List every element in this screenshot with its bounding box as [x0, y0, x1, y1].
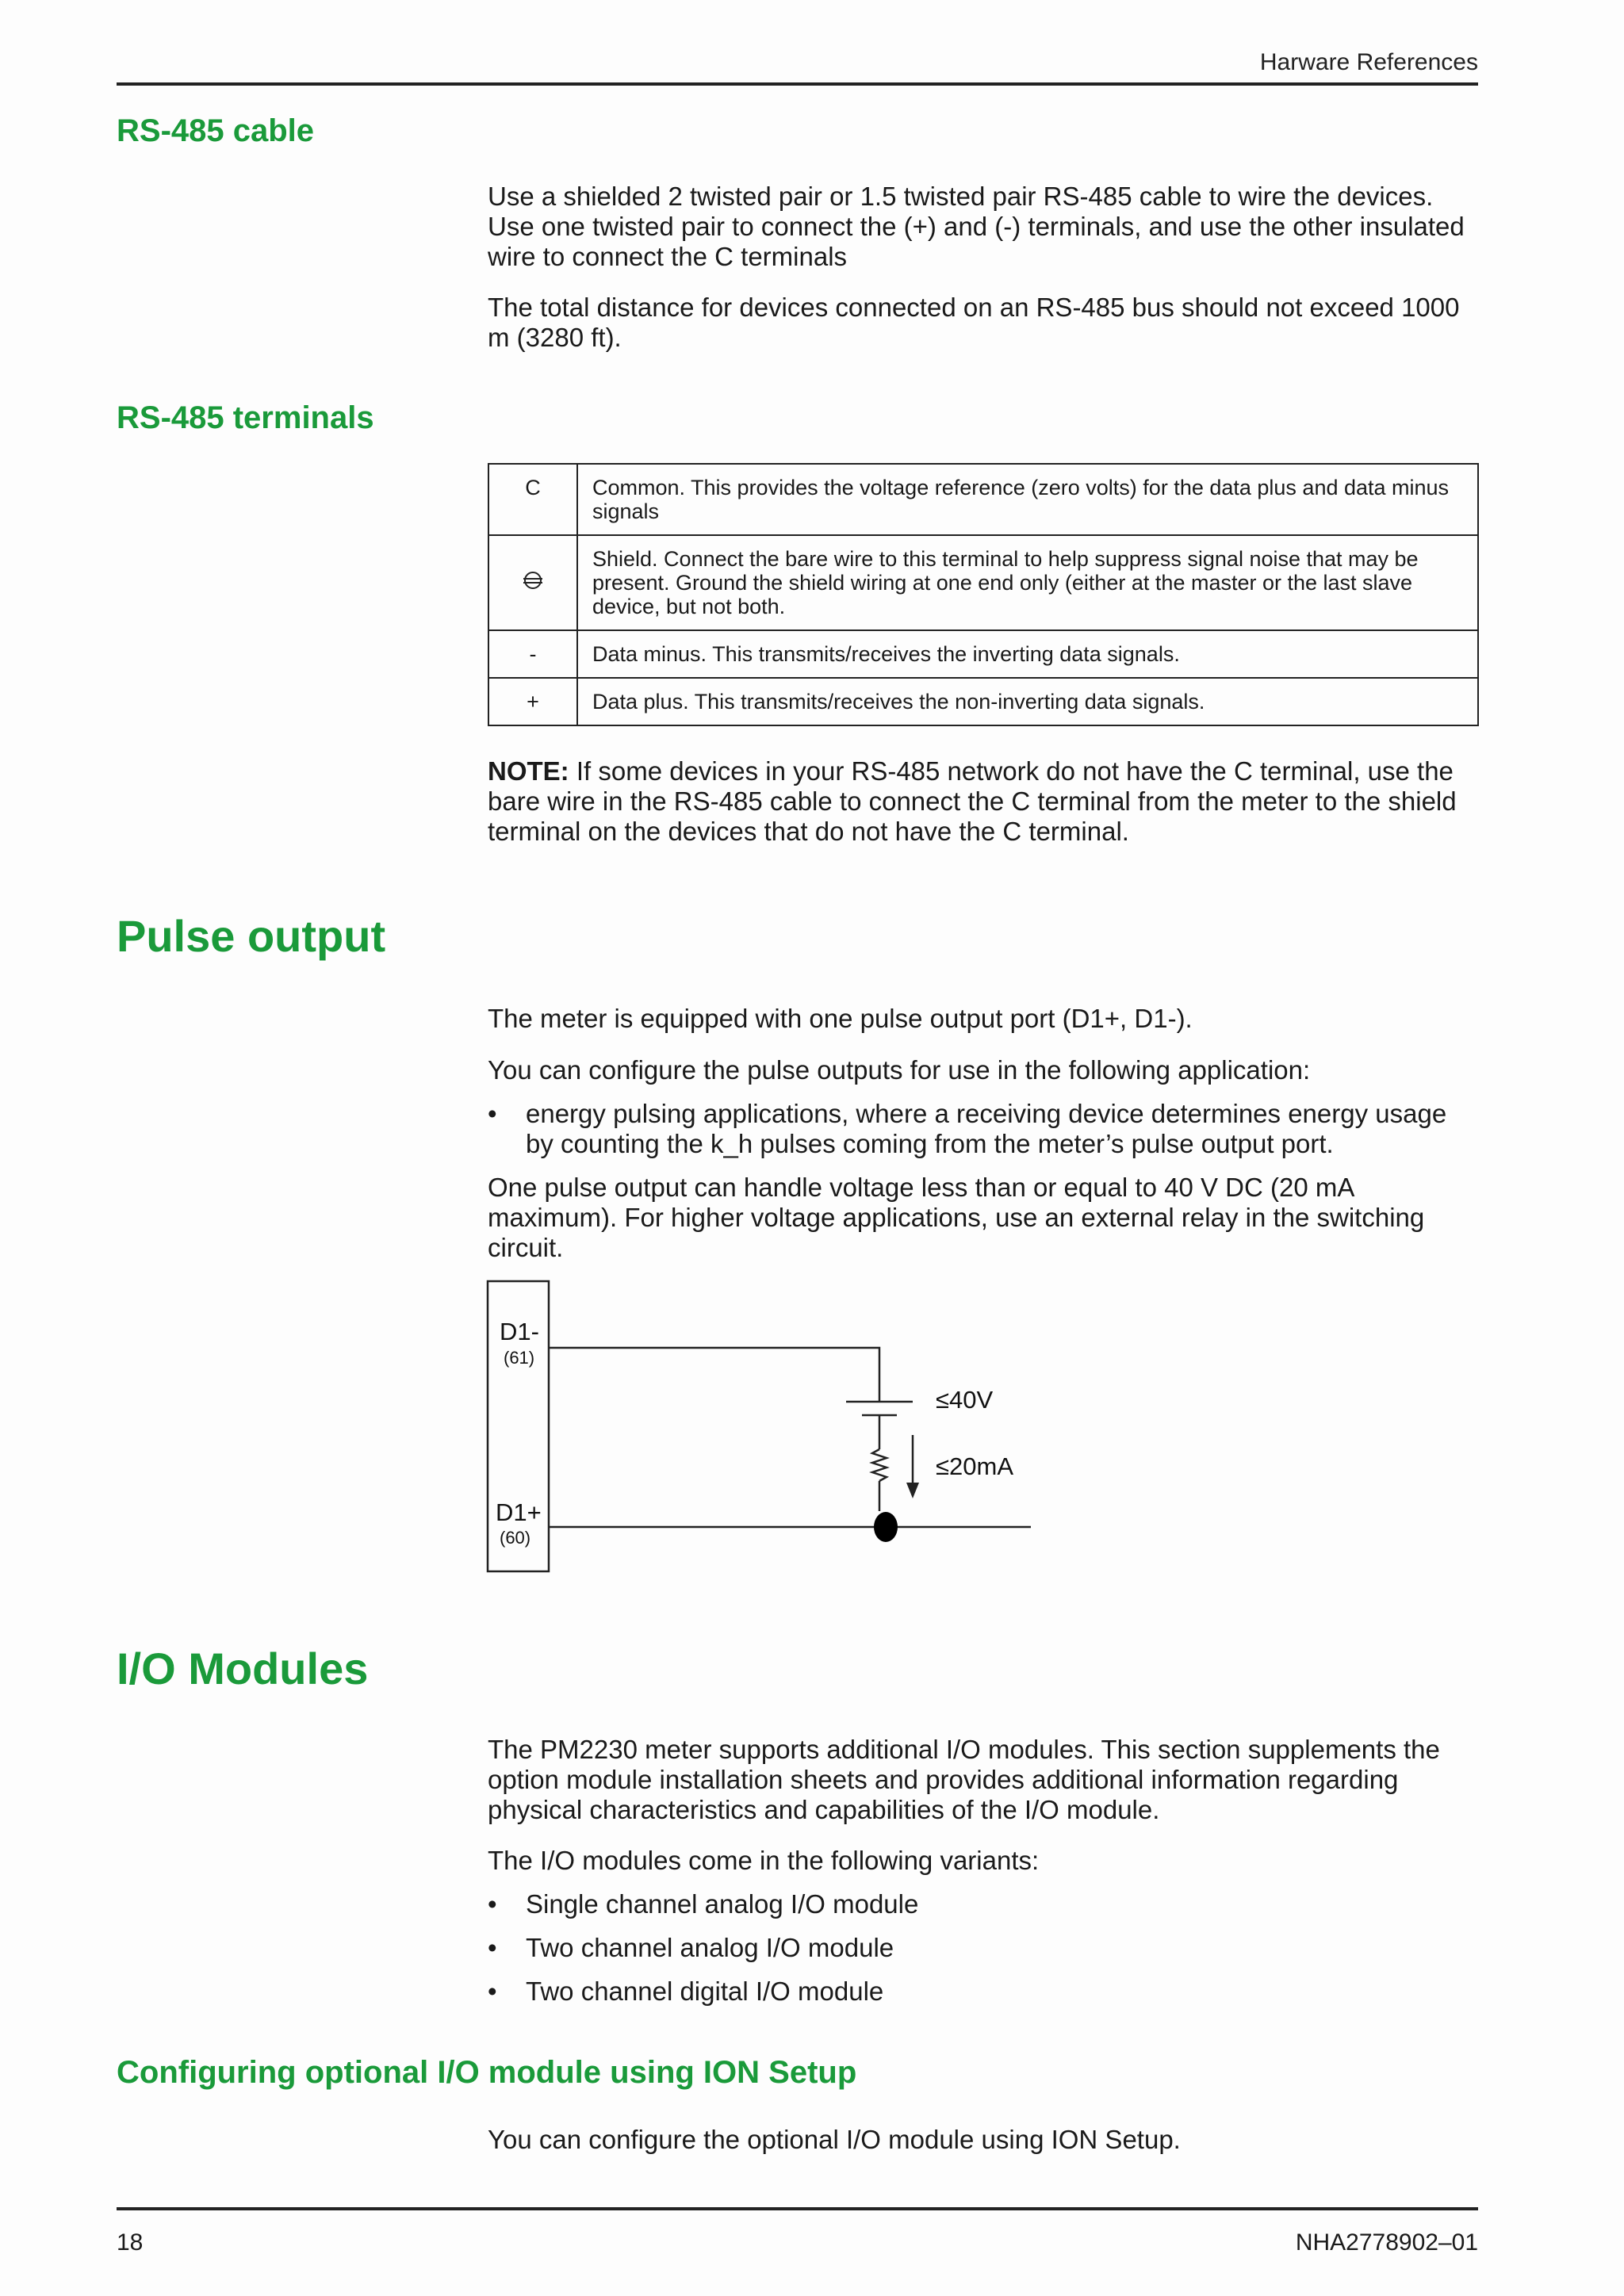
terminal-description: Shield. Connect the bare wire to this terminal to help suppress signal noise that may be present. Ground the shield wiring at one end only (either at the master or the last slave device, but not both. — [577, 535, 1478, 630]
terminal-description: Data plus. This transmits/receives the non-inverting data signals. — [577, 678, 1478, 725]
terminal-symbol: - — [488, 630, 577, 678]
note-label: NOTE: — [488, 756, 569, 786]
header-rule — [117, 82, 1478, 86]
rs485-note — [488, 756, 1479, 847]
d1-minus-label: D1- — [500, 1318, 539, 1345]
terminal-symbol — [488, 535, 577, 630]
terminals-table — [488, 463, 1479, 726]
io-para1 — [488, 1735, 1479, 1825]
terminal-symbol: + — [488, 678, 577, 725]
running-header: Harware References — [1259, 49, 1478, 75]
heading-io-modules: I/O Modules — [117, 1644, 369, 1693]
para-text: The total distance for devices connected on an RS-485 bus should not exceed 1000 m (3280 ft). — [488, 293, 1460, 352]
list-item-text: energy pulsing applications, where a receiving device determines energy usage by counting the k_h pulses coming from the meter’s pulse output port. — [526, 1099, 1447, 1158]
current-label: ≤20mA — [936, 1452, 1013, 1480]
table-row — [488, 464, 1478, 535]
para-text: The I/O modules come in the following variants: — [488, 1846, 1040, 1875]
list-item-text: Two channel analog I/O module — [526, 1933, 894, 1962]
junction-dot — [874, 1512, 898, 1542]
terminal-symbol: C — [488, 464, 577, 535]
table-row — [488, 630, 1478, 678]
rs485-cable-para1 — [488, 182, 1479, 272]
d1-plus-label: D1+ — [496, 1498, 542, 1526]
bullet-glyph: • — [488, 1976, 497, 2006]
list-item-text: Two channel digital I/O module — [526, 1976, 884, 2006]
note-text: If some devices in your RS-485 network do not have the C terminal, use the bare wire in the RS-485 cable to connect the C terminal from the meter to the shield terminal on the devices that do not have the C terminal. — [488, 756, 1457, 846]
pulse-output-wiring-diagram — [484, 1276, 1039, 1578]
d1-plus-pin: (60) — [500, 1528, 531, 1548]
para-text: You can configure the optional I/O module using ION Setup. — [488, 2125, 1181, 2154]
wire-d1-minus — [549, 1348, 879, 1402]
pulse-para1 — [488, 1004, 1479, 1034]
para-text: One pulse output can handle voltage less than or equal to 40 V DC (20 mA maximum). For higher voltage applications, use an external relay in the switching circuit. — [488, 1173, 1425, 1262]
io-para2 — [488, 1846, 1479, 1876]
shield-ground-icon — [522, 567, 544, 594]
voltage-label: ≤40V — [936, 1386, 994, 1414]
terminal-description: Data minus. This transmits/receives the inverting data signals. — [577, 630, 1478, 678]
heading-rs485-cable: RS-485 cable — [117, 113, 315, 148]
document-id: NHA2778902–01 — [1295, 2229, 1478, 2256]
table-row — [488, 535, 1478, 630]
footer-rule — [117, 2207, 1478, 2210]
list-item-text: Single channel analog I/O module — [526, 1889, 919, 1919]
current-arrow-icon — [906, 1483, 919, 1498]
bullet-glyph: • — [488, 1889, 497, 1919]
terminal-description: Common. This provides the voltage reference (zero volts) for the data plus and data minus signals — [577, 464, 1478, 535]
resistor-icon — [872, 1449, 887, 1481]
bullet-glyph: • — [488, 1099, 497, 1128]
pulse-para2 — [488, 1055, 1479, 1085]
para-text: The meter is equipped with one pulse output port (D1+, D1-). — [488, 1004, 1193, 1033]
rs485-cable-para2 — [488, 293, 1479, 353]
bullet-glyph: • — [488, 1933, 497, 1962]
para-text: You can configure the pulse outputs for use in the following application: — [488, 1055, 1311, 1085]
para-text: The PM2230 meter supports additional I/O modules. This section supplements the option module installation sheets and provides additional information regarding physical characteristics and capabilities of the I/O module. — [488, 1735, 1440, 1824]
pulse-para3 — [488, 1173, 1479, 1263]
configuring-para1 — [488, 2125, 1479, 2155]
heading-configuring-io: Configuring optional I/O module using ION Setup — [117, 2055, 857, 2090]
para-text: Use a shielded 2 twisted pair or 1.5 twisted pair RS-485 cable to wire the devices. Use one twisted pair to connect the (+) and (-) terminals, and use the other insulated wire to connect the C terminals — [488, 182, 1465, 271]
heading-rs485-terminals: RS-485 terminals — [117, 400, 374, 435]
table-row — [488, 678, 1478, 725]
d1-minus-pin: (61) — [504, 1348, 535, 1368]
heading-pulse-output: Pulse output — [117, 911, 386, 961]
page-number: 18 — [117, 2229, 144, 2256]
